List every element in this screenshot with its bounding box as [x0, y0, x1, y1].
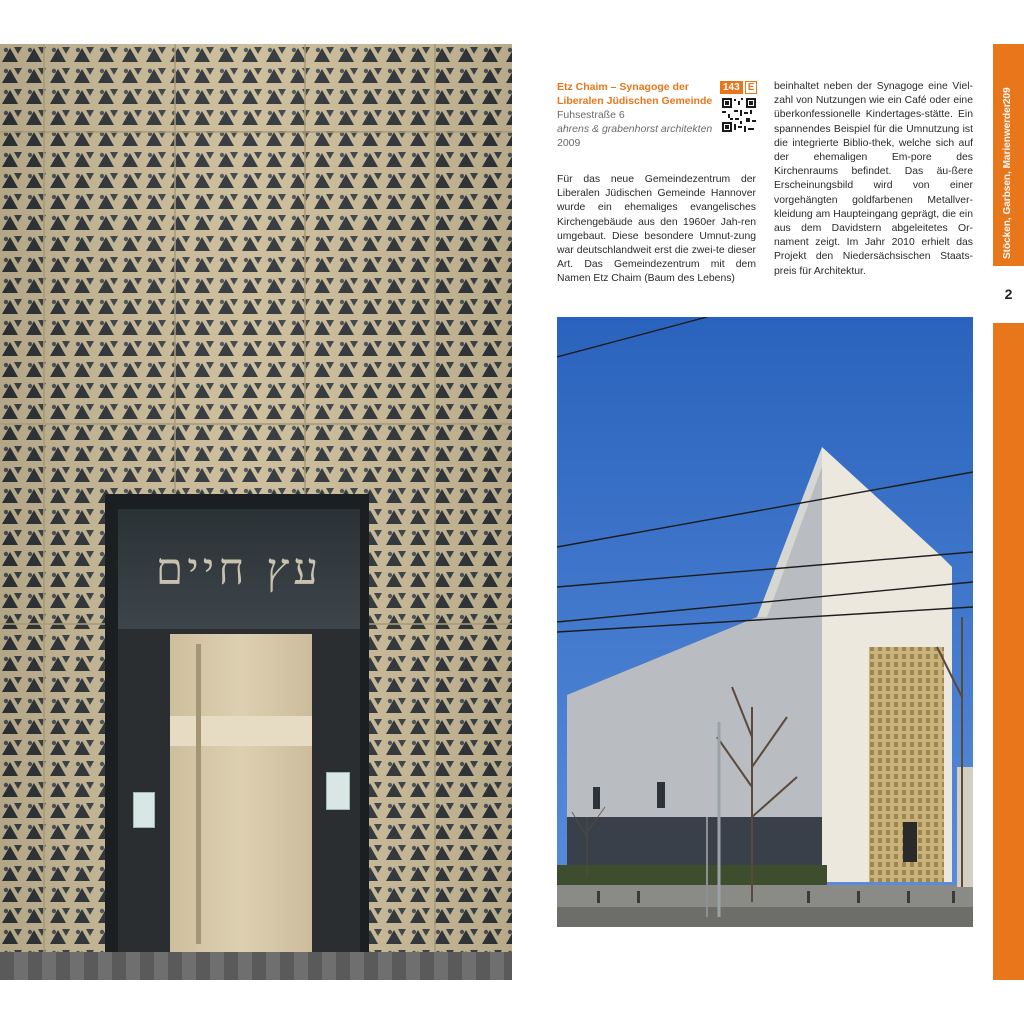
chapter-districts: Stöcken, Garbsen, Marienwerder [1002, 103, 1013, 259]
synagogue-exterior-photo [557, 317, 973, 927]
entry-year: 2009 [557, 137, 581, 149]
facade-entrance-photo [0, 44, 512, 980]
chapter-number: 2 [1004, 286, 1013, 302]
entry-address: Fuhsestraße 6 [557, 109, 625, 121]
door-notice-right [326, 772, 350, 810]
hebrew-inscription: עץ חיים [155, 544, 323, 595]
entry-architect: ahrens & grabenhorst architekten [557, 123, 713, 135]
entry-badge [720, 81, 757, 94]
qr-code-icon[interactable] [722, 98, 756, 132]
page-number: 209 [1002, 87, 1013, 104]
synagogue-building-illustration [557, 317, 973, 927]
body-text-column-1: Für das neue Gemeindezentrum der Liberalen Jüdischen Gemeinde Hannover wurde ein ehemaliges evangelisches Kirchengebäude aus den 1960er Jah-ren umgebaut. Diese besondere Umnut-zung war deutschlandweit erst die zwei-te dieser Art. Das Gemeindezentrum mit dem Namen Etz Chaim (Baum des Lebens) [557, 174, 756, 285]
entry-letter-badge: E [745, 81, 758, 94]
entry-number-badge: 143 [720, 81, 743, 94]
entrance-door [170, 634, 312, 954]
chapter-tab-bar [993, 44, 1024, 980]
tab-bar-lower [993, 323, 1024, 980]
door-notice-left [133, 792, 155, 828]
entry-title-line1: Etz Chaim – Synagoge der [557, 81, 689, 93]
paving [0, 952, 512, 980]
body-text-column-2: beinhaltet neben der Synagoge eine Viel-zahl von Nutzungen wie ein Café oder eine überkonfessionelle Kindertages-stätte. Ein spannendes Beispiel für die Umnutzung ist die integrierte Biblio-thek, welche sich auf der ehemaligen Em-pore des Kirchenraums befindet. Das äu-ßere Erscheinungsbild wird von einer vorgehängten goldfarbenen Metallver-kleidung am Haupteingang geprägt, die ein aus dem Davidstern abgeleitetes Or-nament zeigt. Im Jahr 2010 erhielt das Projekt den Niedersächsischen Staats-preis für Architektur. [774, 81, 973, 277]
door-handle [196, 644, 201, 944]
entry-title-line2: Liberalen Jüdischen Gemeinde [557, 95, 713, 107]
door-band [170, 716, 312, 746]
